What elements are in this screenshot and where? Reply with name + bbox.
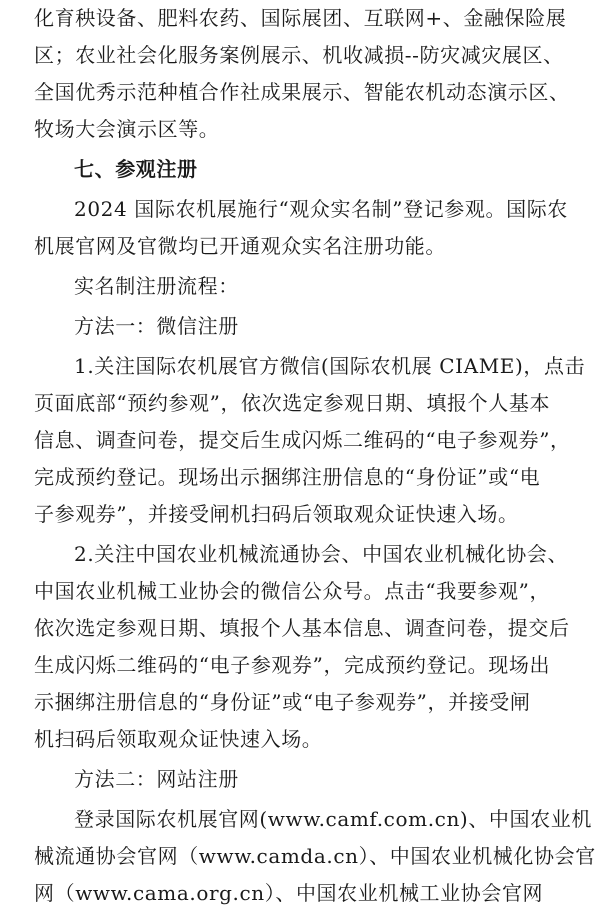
method-one-title: 方法一：微信注册 [74,314,239,338]
text-line: 网（www.cama.org.cn）、中国农业机械工业协会官网 [34,881,544,905]
text-line: 中国农业机械工业协会的微信公众号。点击“我要参观”， [34,579,551,603]
method-one-step-one [34,348,586,533]
method-two-text [34,801,596,912]
text-line: 子参观券”，并接受闸机扫码后领取观众证快速入场。 [34,502,519,526]
method-one-step-two [34,536,574,758]
text-line: 化育秧设备、肥料农药、国际展团、互联网+、金融保险展 [34,6,567,30]
text-line: 机扫码后领取观众证快速入场。 [34,727,323,751]
text-line: 页面底部“预约参观”，依次选定参观日期、填报个人基本 [34,391,551,415]
text-line: 依次选定参观日期、填报个人基本信息、调查问卷，提交后 [34,616,570,640]
text-line: 信息、调查问卷，提交后生成闪烁二维码的“电子参观券”， [34,428,571,452]
text-line: 2.关注中国农业机械流通协会、中国农业机械化协会、 [74,542,569,566]
text-line: 机展官网及官微均已开通观众实名注册功能。 [34,234,446,258]
text-line: 示捆绑注册信息的“身份证”或“电子参观券”，并接受闸 [34,690,531,714]
text-line: 生成闪烁二维码的“电子参观券”，完成预约登记。现场出 [34,653,551,677]
process-title: 实名制注册流程： [74,274,239,298]
text-line: 牧场大会演示区等。 [34,117,220,141]
text-line: 区；农业社会化服务案例展示、机收减损--防灾减灾展区、 [34,43,564,67]
intro-paragraph [34,0,574,148]
text-line: 全国优秀示范种植合作社成果展示、智能农机动态演示区、 [34,80,570,104]
text-line: 械流通协会官网（www.camda.cn）、中国农业机械化协会官 [34,844,596,868]
method-two-title: 方法二：网站注册 [74,767,239,791]
document-page [34,0,596,912]
text-line: 2024 国际农机展施行“观众实名制”登记参观。国际农 [74,197,568,221]
text-line: 登录国际农机展官网(www.camf.com.cn)、中国农业机 [74,807,592,831]
text-line: 1.关注国际农机展官方微信(国际农机展 CIAME)，点击 [74,354,586,378]
text-line: 完成预约登记。现场出示捆绑注册信息的“身份证”或“电 [34,465,541,489]
section-heading: 七、参观注册 [74,157,198,181]
registration-intro [34,191,574,265]
